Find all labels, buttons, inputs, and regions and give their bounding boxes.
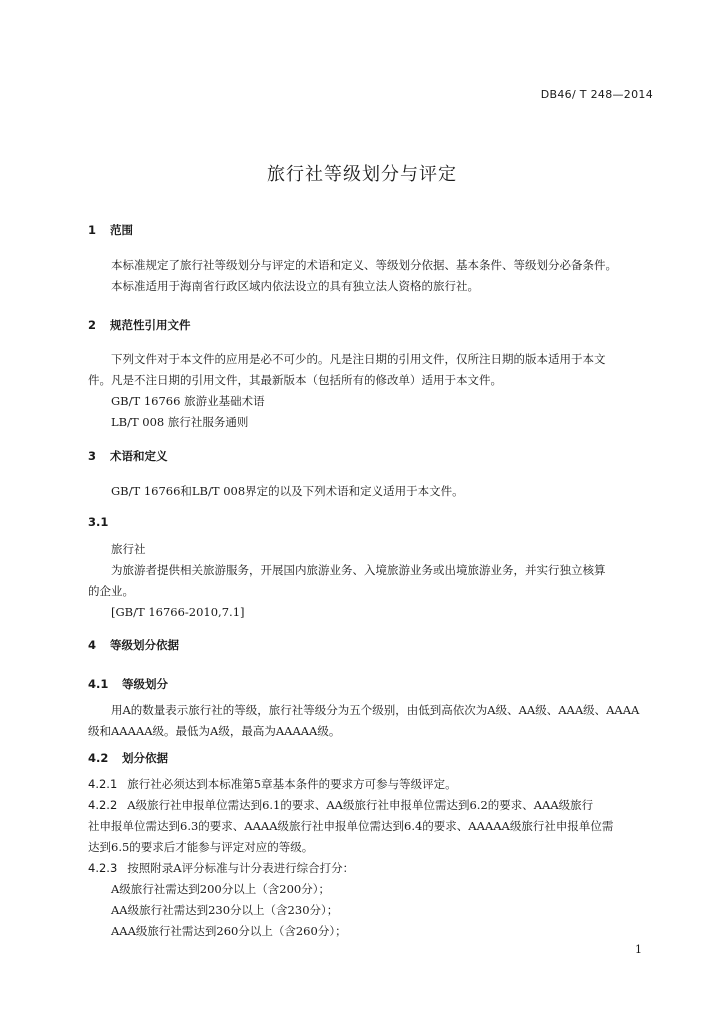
clause-text: A级旅行社申报单位需达到6.1的要求、AA级旅行社申报单位需达到6.2的要求、AAA级旅行 [127, 798, 594, 812]
subsection-title: 划分依据 [122, 751, 169, 765]
clause-number: 4.2.2 [88, 798, 118, 812]
section-number: 1 [88, 223, 97, 237]
section-2-heading [88, 317, 191, 333]
clause-number: 4.2.1 [88, 777, 118, 791]
section-4-1-heading [88, 676, 168, 692]
paragraph-line: GB/T 16766和LB/T 008界定的以及下列术语和定义适用于本文件。 [111, 484, 464, 498]
term-name: 旅行社 [111, 542, 146, 556]
section-4-2-body [88, 774, 656, 942]
normative-reference: LB/T 008 旅行社服务通则 [111, 415, 249, 429]
paragraph-line: 本标准规定了旅行社等级划分与评定的术语和定义、等级划分依据、基本条件、等级划分必备条件。 [111, 258, 617, 272]
paragraph-line: 级和AAAAA级。最低为A级，最高为AAAAA级。 [88, 724, 341, 738]
paragraph-line: 社申报单位需达到6.3的要求、AAAA级旅行社申报单位需达到6.4的要求、AAAAA级旅行社申报单位需 [88, 819, 614, 833]
section-4-2-heading [88, 750, 168, 766]
term-source: [GB/T 16766-2010,7.1] [111, 605, 245, 619]
section-3-intro [88, 481, 656, 502]
section-title: 规范性引用文件 [110, 318, 191, 332]
clause-4-2-2 [88, 795, 656, 816]
subsection-number: 4.2 [88, 751, 109, 765]
section-number: 3 [88, 449, 97, 463]
section-1-body [88, 255, 656, 297]
normative-reference: GB/T 16766 旅游业基础术语 [111, 394, 265, 408]
list-item: AA级旅行社需达到230分以上（含230分）； [111, 903, 339, 917]
page-number: 1 [635, 943, 642, 956]
clause-text: 旅行社必须达到本标准第5章基本条件的要求方可参与等级评定。 [127, 777, 457, 791]
subsection-title: 等级划分 [122, 677, 169, 691]
document-title: 旅行社等级划分与评定 [267, 164, 457, 185]
section-4-1-body [88, 700, 656, 742]
section-title: 范围 [110, 223, 134, 237]
subsection-number: 4.1 [88, 677, 109, 691]
section-3-heading [88, 448, 168, 464]
standard-number: DB46/ T 248—2014 [540, 88, 653, 101]
paragraph-line: 用A的数量表示旅行社的等级，旅行社等级分为五个级别，由低到高依次为A级、AA级、AAA级、AAAA [111, 703, 640, 717]
section-number: 2 [88, 318, 97, 332]
paragraph-line: 下列文件对于本文件的应用是必不可少的。凡是注日期的引用文件，仅所注日期的版本适用于本文 [111, 352, 606, 366]
paragraph-line: 达到6.5的要求后才能参与评定对应的等级。 [88, 840, 314, 854]
section-2-body [88, 349, 656, 433]
list-item: A级旅行社需达到200分以上（含200分）； [111, 882, 330, 896]
section-4-heading [88, 637, 179, 653]
clause-4-2-3 [88, 858, 656, 879]
clause-number: 4.2.3 [88, 861, 118, 875]
term-definition: 的企业。 [88, 584, 134, 598]
paragraph-line: 本标准适用于海南省行政区域内依法设立的具有独立法人资格的旅行社。 [111, 279, 479, 293]
clause-text: 按照附录A评分标准与计分表进行综合打分： [127, 861, 355, 875]
section-title: 术语和定义 [110, 449, 168, 463]
term-definition: 为旅游者提供相关旅游服务，开展国内旅游业务、入境旅游业务或出境旅游业务，并实行独立核算 [111, 563, 606, 577]
list-item: AAA级旅行社需达到260分以上（含260分）； [111, 924, 347, 938]
paragraph-line: 件。凡是不注日期的引用文件，其最新版本（包括所有的修改单）适用于本文件。 [88, 373, 502, 387]
section-number: 4 [88, 638, 97, 652]
section-1-heading [88, 222, 133, 238]
section-title: 等级划分依据 [110, 638, 180, 652]
term-3-1-number [88, 515, 108, 529]
term-number: 3.1 [88, 515, 109, 529]
term-3-1-body [88, 539, 656, 623]
clause-4-2-1 [88, 774, 656, 795]
